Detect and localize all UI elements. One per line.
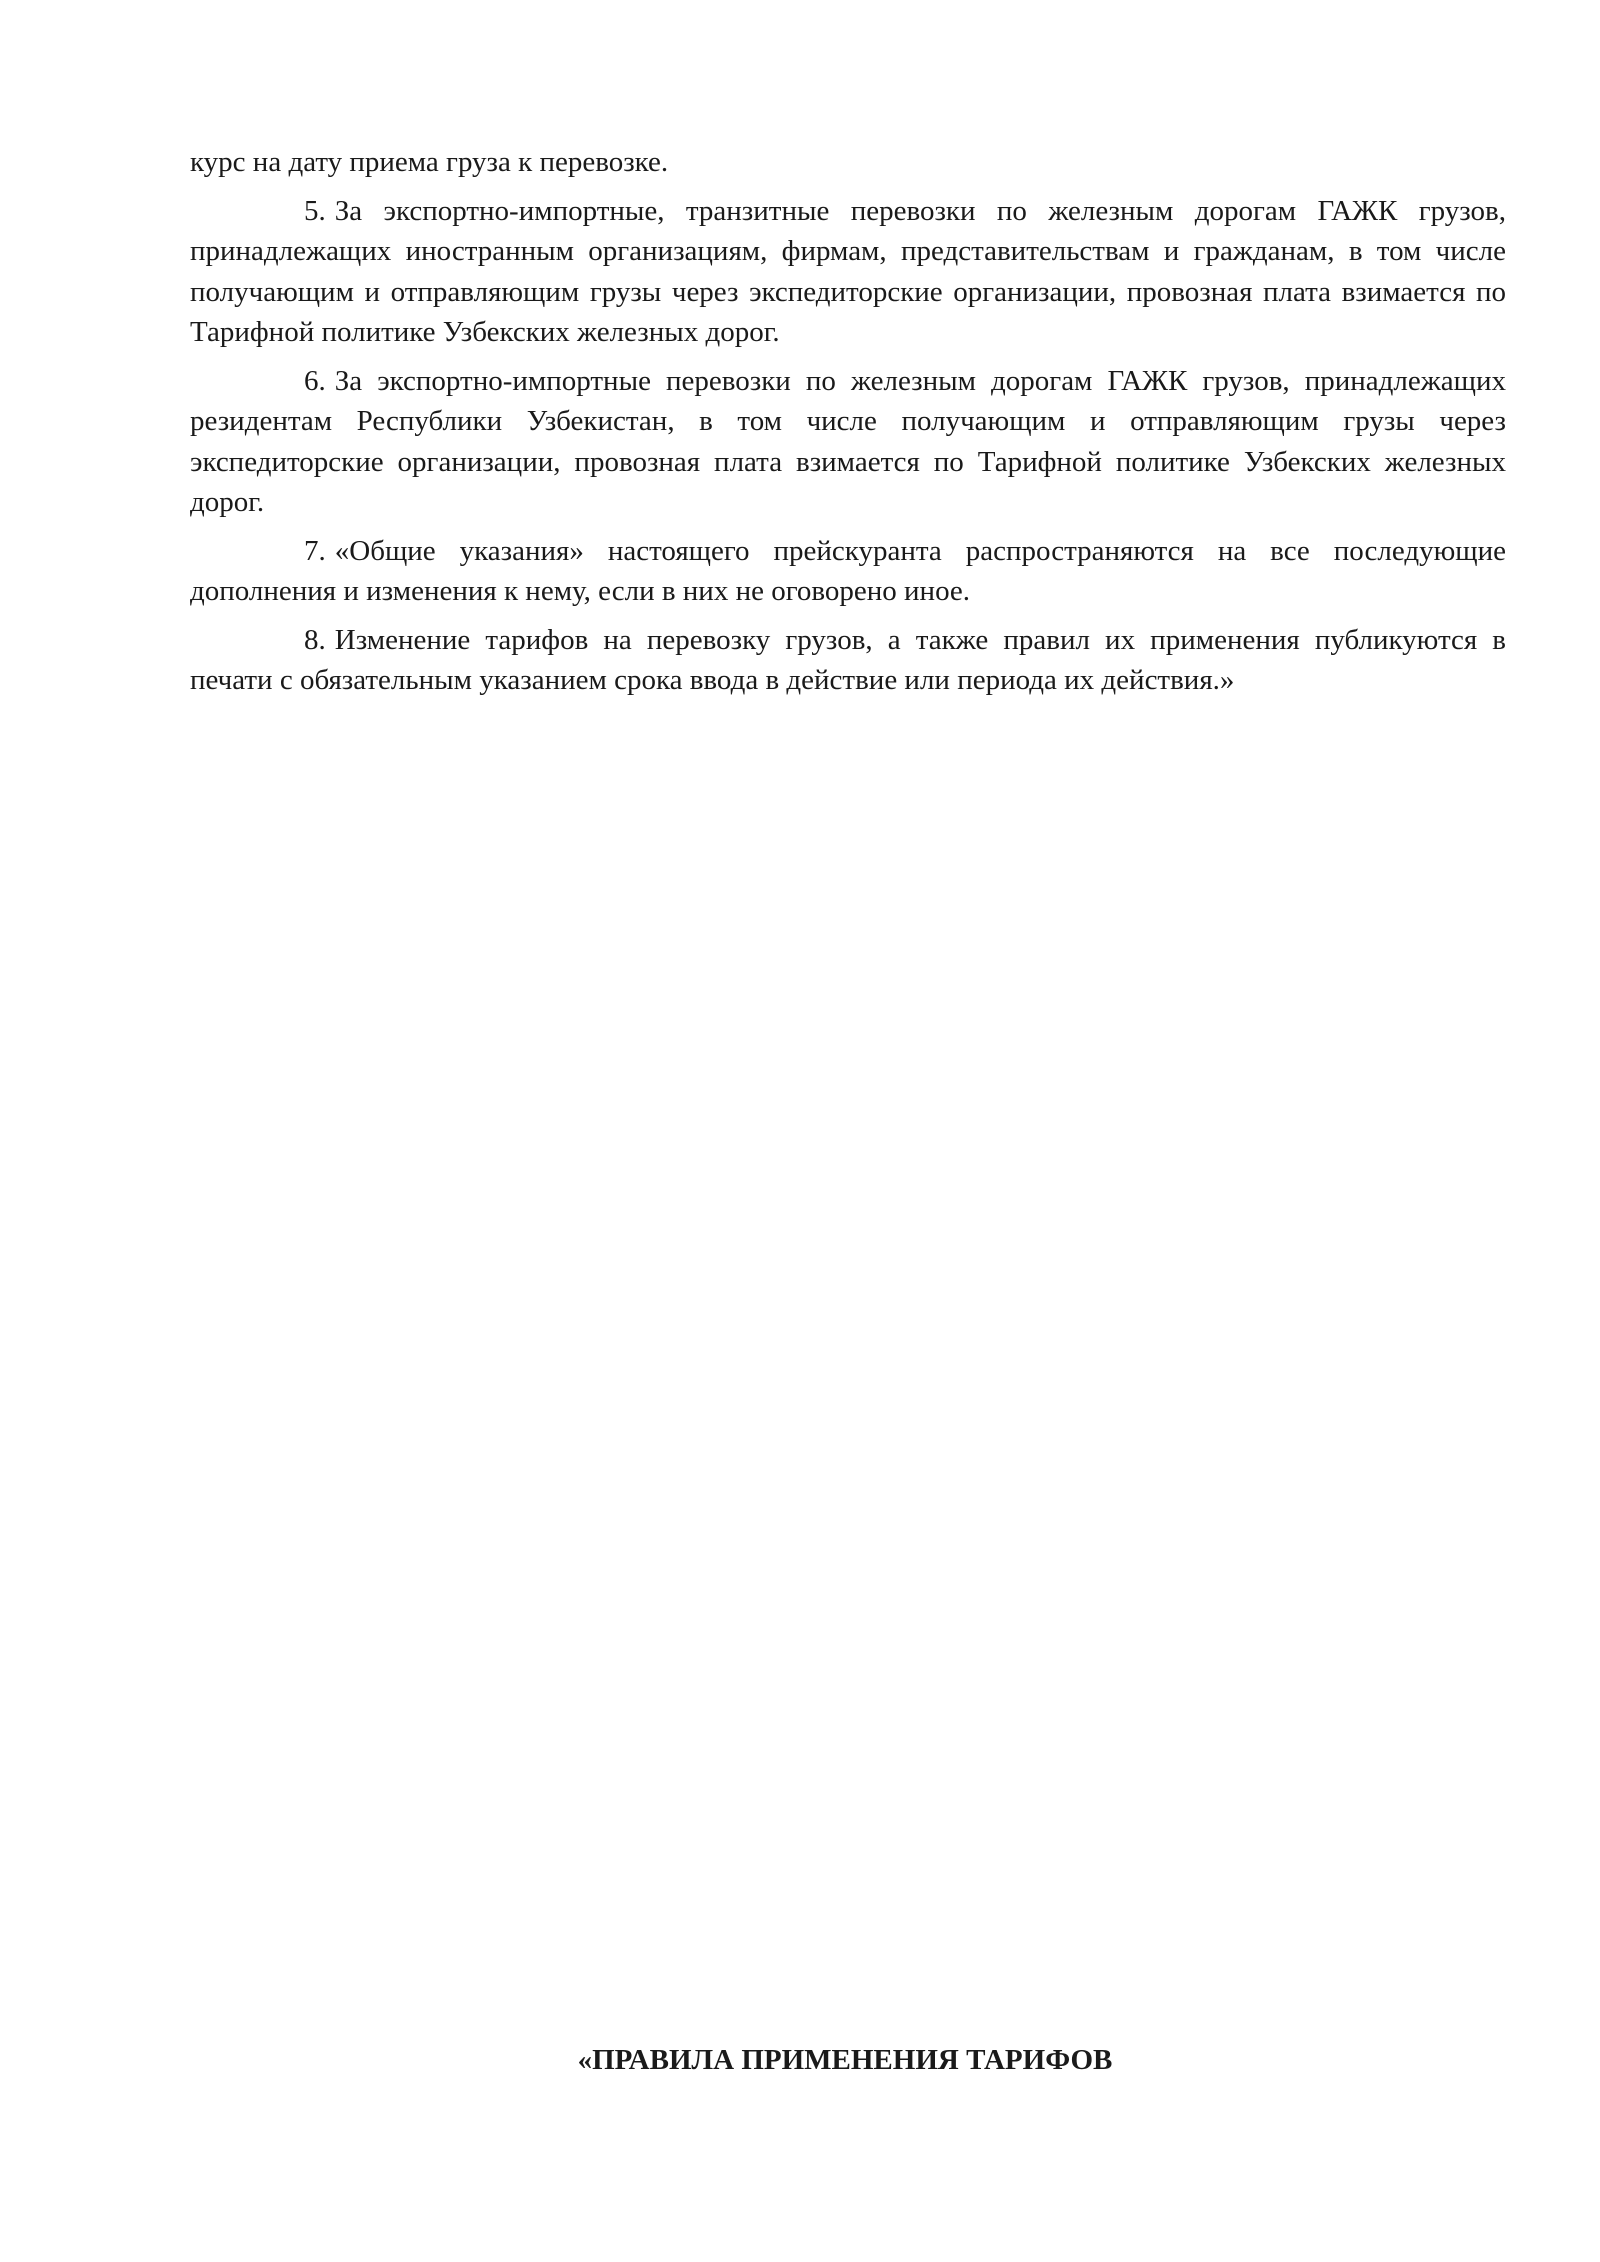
document-body — [190, 142, 1506, 709]
item-number: 7. — [304, 534, 326, 567]
list-item-7 — [190, 531, 1506, 612]
item-number: 6. — [304, 364, 326, 397]
item-number: 5. — [304, 194, 326, 227]
item-text: За экспортно-импортные, транзитные перевозки по железным дорогам ГАЖК грузов, принадлежащих иностранным организациям, фирмам, представительствам и гражданам, в том числе получающим и отправляющим грузы через экспедиторские организации, провозная плата взимается по Тарифной политике Узбекских железных дорог. — [190, 194, 1506, 348]
item-text: За экспортно-импортные перевозки по железным дорогам ГАЖК грузов, принадлежащих резидентам Республики Узбекистан, в том числе получающим и отправляющим грузы через экспедиторские организации, провозная плата взимается по Тарифной политике Узбекских железных дорог. — [190, 364, 1506, 518]
item-number: 8. — [304, 623, 326, 656]
list-item-8 — [190, 620, 1506, 701]
list-item-6 — [190, 361, 1506, 523]
section-heading: «ПРАВИЛА ПРИМЕНЕНИЯ ТАРИФОВ — [577, 2044, 1113, 2076]
list-item-5 — [190, 191, 1506, 353]
continuation-paragraph: курс на дату приема груза к перевозке. — [190, 146, 669, 178]
item-text: «Общие указания» настоящего прейскуранта распространяются на все последующие дополнения и изменения к нему, если в них не оговорено иное. — [190, 534, 1506, 607]
item-text: Изменение тарифов на перевозку грузов, а также правил их применения публикуются в печати с обязательным указанием срока ввода в действие или периода их действия.» — [190, 623, 1506, 696]
